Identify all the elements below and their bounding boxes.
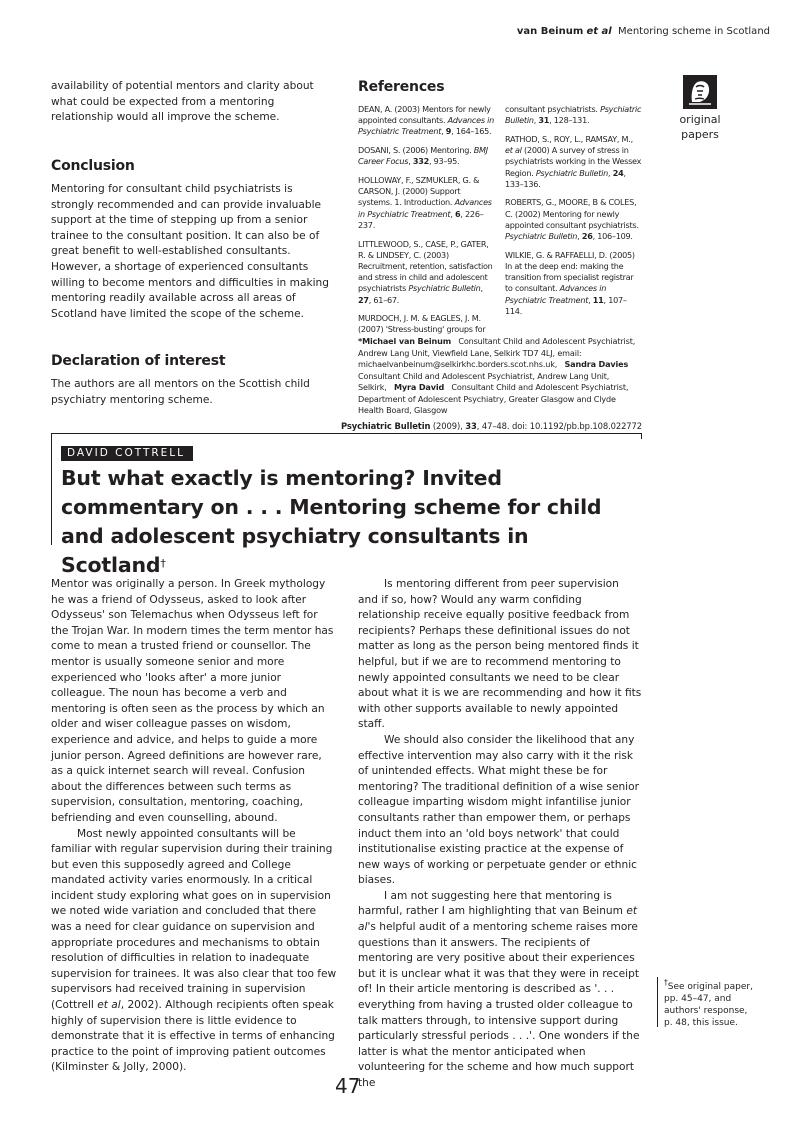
commentary-paragraph: Most newly appointed consultants will be familiar with regular supervision during their training but even this supposedly agreed and College mandated activity varies enormously. In a critical incident study exploring what goes on in supervision we noted wide variation and concluded that there was a need for clear guidance on supervision and appropriate procedures and mechanisms to obtain resolution of difficulties in relation to inadequate supervision for trainees. It was also clear that too few supervisors had received training in supervision (Cottrell et al, 2002). Although recipients often speak highly of supervision there is little evidence to demonstrate that it is effective in terms of enhancing practice to the point of improving patient outcomes (Kilminster & Jolly, 2000). [51, 827, 337, 1074]
commentary-author: DAVID COTTRELL [61, 446, 193, 461]
reference-item: LITTLEWOOD, S., CASE, P., GATER, R. & LINDSEY, C. (2003) Recruitment, retention, satisfaction and stress in child and adolescent psychiatrists Psychiatric Bulletin, 27, 61–67. [358, 238, 493, 305]
commentary-paragraph: Is mentoring different from peer supervision and if so, how? Would any warm confiding relationship receive equally positive feedback from recipients? Perhaps these definitional issues do not matter as long as the person being mentored finds it helpful, but if we are to recommend mentoring to newly appointed consultants we need to be clear about what it is we are recommending and how it fits with other supports available to newly appointed staff. [358, 578, 642, 731]
affiliation-author3-text: Consultant Child and Adolescent Psychiatrist, Department of Adolescent Psychiatry, Greater Glasgow and Clyde Health Board, Glasgow [358, 382, 629, 415]
conclusion-text: Mentoring for consultant child psychiatrists is strongly recommended and can provide invaluable support at the time of stepping up from a senior trainee to the consultant position. It can also be of great benefit to well-established consultants. However, a shortage of experienced consultants willing to become mentors and difficulties in making mentoring readily available across all areas of Scotland have limited the scope of the scheme. [51, 183, 329, 320]
section-label-line2: papers [681, 128, 719, 141]
affiliation-author3-name: Myra David [393, 382, 445, 392]
author-affiliations [358, 336, 642, 417]
commentary-paragraph: We should also consider the likelihood that any effective intervention may also carry with it the risk of unintended effects. What might these be for mentoring? The traditional definition of a wise senior colleague imparting wisdom might infantilise junior consultants rather than empower them, or perhaps induct them into an 'old boys network' that could institutionalise existing practice at the expense of new ways of working or perpetuate gender or ethnic biases. [358, 733, 639, 887]
reference-item: consultant psychiatrists. Psychiatric Bulletin, 31, 128–131. [505, 104, 642, 126]
affiliation-author2-name: Sandra Davies [564, 359, 629, 369]
running-header-title: Mentoring scheme in Scotland [618, 26, 770, 37]
intro-paragraph-block [51, 79, 331, 126]
conclusion-block [51, 182, 331, 322]
references-column-1 [358, 104, 495, 343]
original-papers-icon [683, 75, 717, 109]
declaration-text: The authors are all mentors on the Scottish child psychiatry mentoring scheme. [51, 378, 310, 406]
footnote-rule [657, 977, 658, 1027]
references-heading: References [358, 79, 445, 95]
citation-rest: , 47–48. doi: 10.1192/pb.bp.108.022772 [476, 421, 642, 431]
reference-item: HOLLOWAY, F., SZMUKLER, G. & CARSON, J. (2000) Support systems. 1. Introduction. Advances in Psychiatric Treatment, 6, 226–237. [358, 175, 492, 230]
citation-journal: Psychiatric Bulletin [340, 421, 431, 431]
references-column-2 [505, 104, 642, 324]
reference-item: MURDOCH, J. M. & EAGLES, J. M. (2007) 'Stress-busting' groups for [358, 313, 486, 335]
affiliation-author1-text: Consultant Child and Adolescent Psychiatrist, Andrew Lang Unit, Viewfield Lane, Selkirk TD7 4LJ, email: michaelvanbeinum@selkirkhc.borders.scot.nhs.uk, [358, 336, 636, 369]
title-dagger: † [160, 557, 166, 570]
running-header-authors: van Beinum [516, 26, 584, 37]
declaration-block [51, 377, 331, 408]
commentary-frame-top [51, 433, 642, 434]
reference-item: WILKIE, G. & RAFFAELLI, D. (2005) In at the deep end: making the transition from specialist registrar to consultant. Advances in Psychiatric Treatment, 11, 107–114. [505, 249, 635, 316]
commentary-title: But what exactly is mentoring? Invited commentary on . . . Mentoring scheme for child and adolescent psychiatry consultants in Scotland [61, 466, 602, 577]
reference-item: ROBERTS, G., MOORE, B & COLES, C. (2002) Mentoring for newly appointed consultant psychiatrists. Psychiatric Bulletin, 26, 106–109. [505, 197, 639, 242]
conclusion-heading: Conclusion [51, 158, 135, 174]
running-header [517, 26, 770, 37]
commentary-paragraph: Mentor was originally a person. In Greek mythology he was a friend of Odysseus, asked to look after Odysseus' son Telemachus when Odysseus left for the Trojan War. In modern times the term mentor has come to mean a trusted friend or counsellor. The mentor is usually someone senior and more experienced who 'looks after' a more junior colleague. The noun has become a verb and mentoring is often seen as the process by which an older and wiser colleague passes on wisdom, experience and advice, and helps to guide a more junior person. Agreed definitions are however rare, as a quick internet search will reveal. Confusion about the differences between such terms as supervision, consultation, mentoring, coaching, befriending and even counselling, abound. [51, 578, 334, 824]
affiliation-author1-name: *Michael van Beinum [358, 336, 452, 346]
footnote [664, 977, 756, 1029]
citation-line [341, 421, 642, 431]
citation-volume: 33 [465, 421, 477, 431]
section-label-line1: original [679, 113, 721, 126]
reference-item: DOSANI, S. (2006) Mentoring. BMJ Career Focus, 332, 93–95. [358, 145, 488, 167]
intro-paragraph: availability of potential mentors and clarity about what could be expected from a mentoring relationship would all improve the scheme. [51, 80, 314, 124]
commentary-frame-right [641, 433, 642, 439]
commentary-title-block [61, 464, 631, 580]
commentary-frame-left [51, 433, 52, 545]
commentary-column-2 [358, 577, 642, 1092]
page-number: 47 [335, 1074, 361, 1098]
commentary-paragraph: I am not suggesting here that mentoring is harmful, rather I am highlighting that van Beinum et al's helpful audit of a mentoring scheme raises more questions than it answers. The recipients of mentoring are very positive about their experiences but it is unclear what it was that they were in receipt of! In their article mentoring is described as '. . . everything from having a trusted older colleague to talk matters through, to intensive support during particularly stressful periods . . .'. One wonders if the latter is what the mentor anticipated when volunteering for the scheme and how much support the [358, 889, 640, 1089]
affiliation-author2-text: Consultant Child and Adolescent Psychiatrist, Andrew Lang Unit, Selkirk, [358, 370, 610, 392]
footnote-text: See original paper, pp. 45–47, and authors' response, p. 48, this issue. [664, 982, 753, 1028]
section-label [670, 112, 730, 142]
reference-item: RATHOD, S., ROY, L., RAMSAY, M., et al (2000) A survey of stress in psychiatrists working in the Wessex Region. Psychiatric Bulletin, 24, 133–136. [505, 133, 642, 189]
declaration-heading: Declaration of interest [51, 353, 226, 369]
footnote-dagger: † [664, 978, 668, 987]
commentary-column-1 [51, 577, 337, 1076]
running-header-etal: et al [586, 26, 612, 37]
citation-year: (2009), [432, 421, 463, 431]
reference-item: DEAN, A. (2003) Mentors for newly appointed consultants. Advances in Psychiatric Treatment, 9, 164–165. [358, 104, 495, 137]
